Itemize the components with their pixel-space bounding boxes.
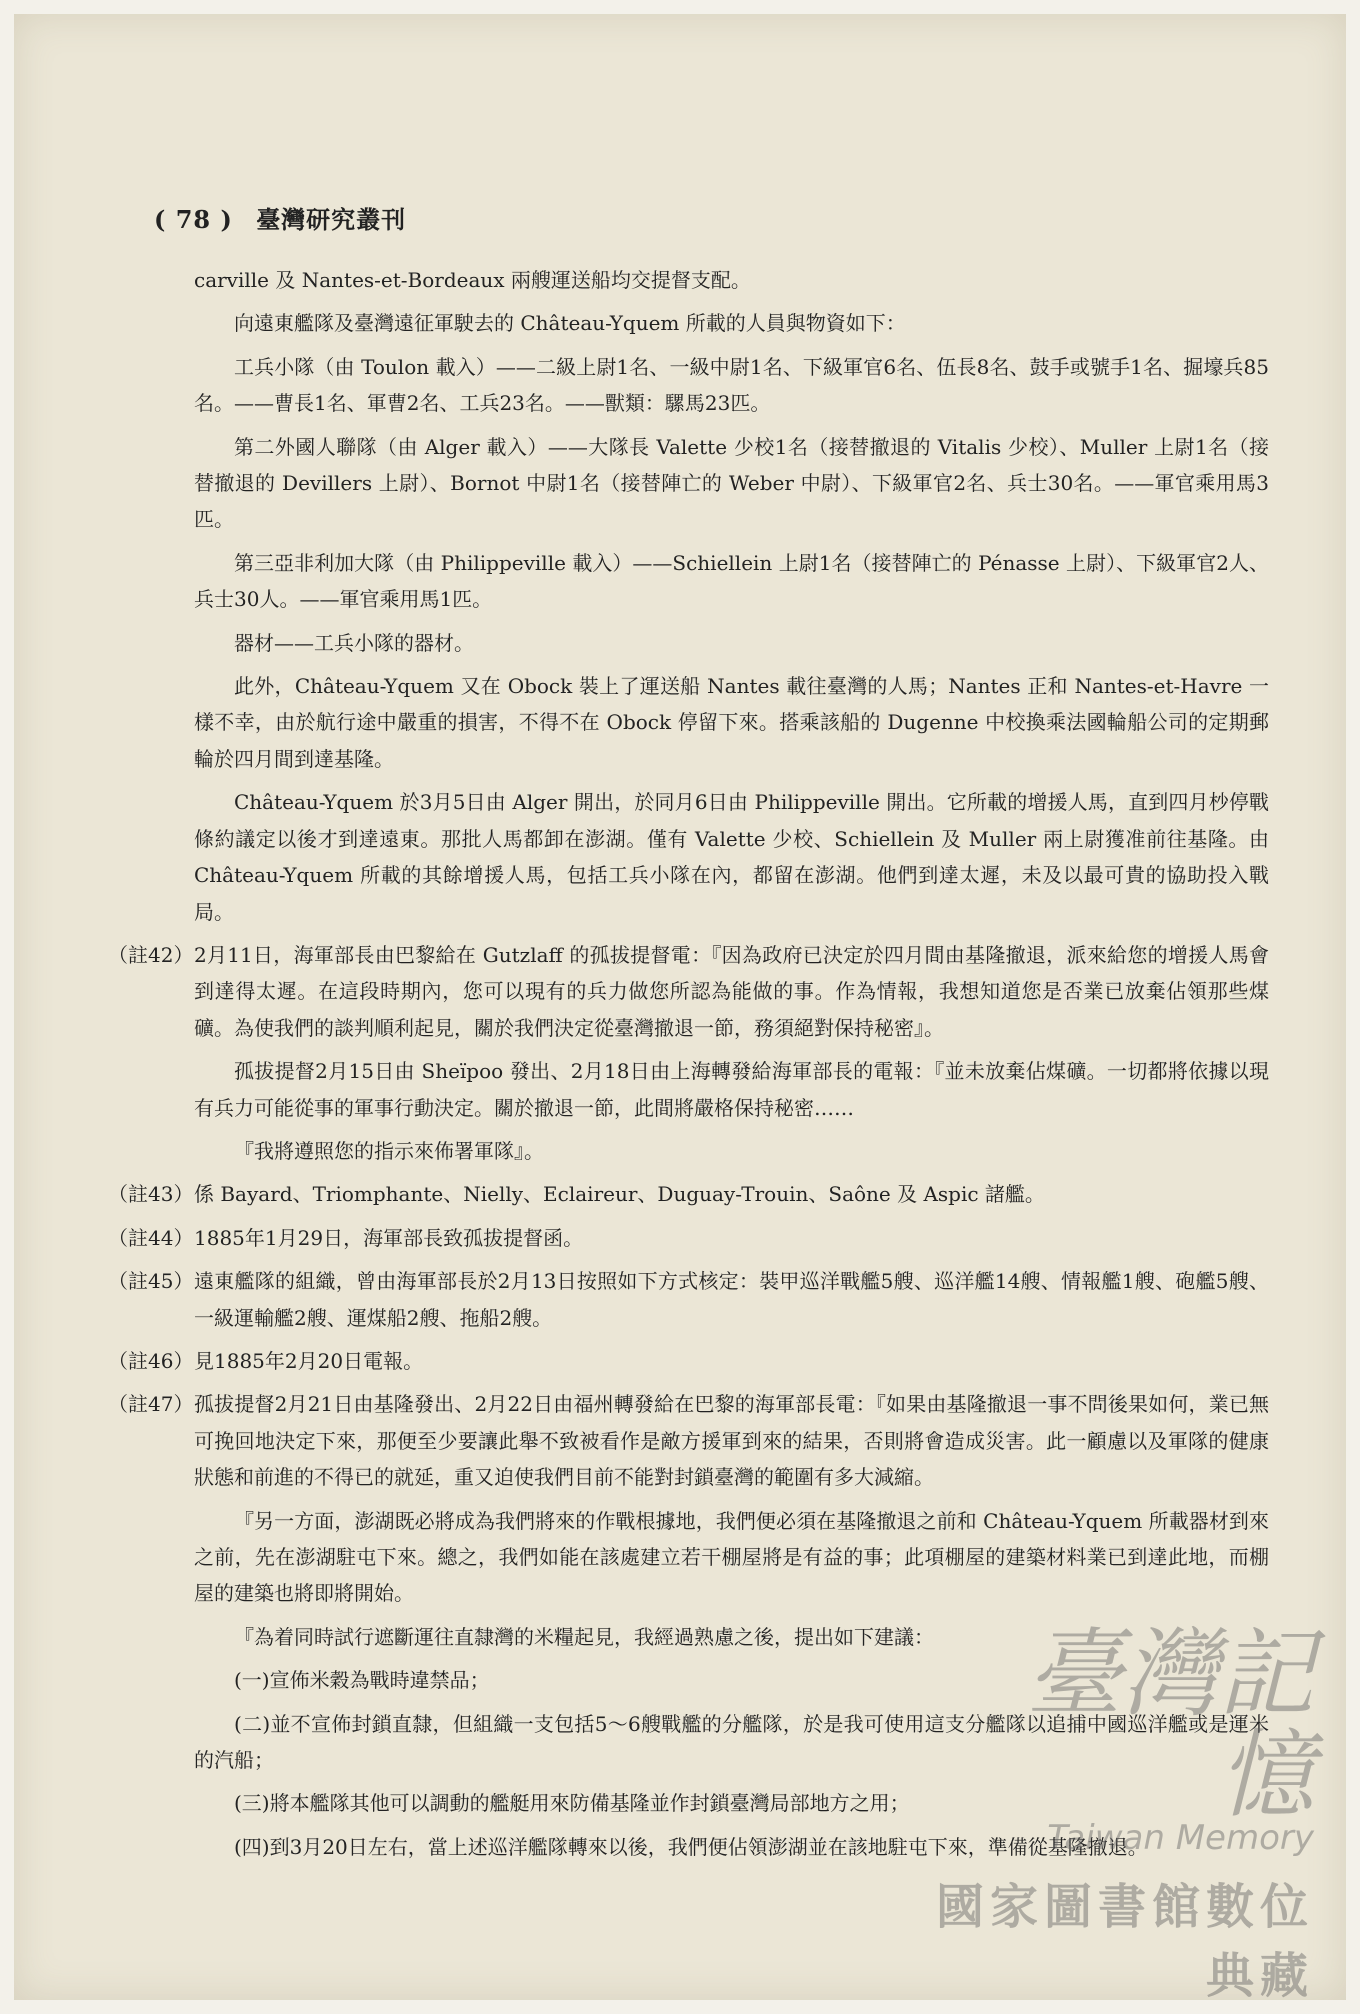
watermark-caption: 國家圖書館數位典藏 <box>935 1878 1314 2004</box>
page-header <box>154 200 406 235</box>
paragraph: 第三亞非利加大隊（由 Philippeville 載入）——Schiellein 上尉1名（接替陣亡的 Pénasse 上尉）、下級軍官2人、兵士30人。——軍官乘用馬1匹。 <box>194 550 1269 612</box>
paragraph: (一)宣佈米穀為戰時違禁品； <box>234 1668 490 1693</box>
footnote-marker: （註46） <box>108 1348 194 1373</box>
paragraph: Château-Yquem 於3月5日由 Alger 開出，於同月6日由 Philippeville 開出。它所載的增援人馬，直到四月杪停戰條約議定以後才到達遠東。那批人馬都卸在澎湖。僅有 Valette 少校、Schiellein 及 Muller 兩上尉獲准前往基隆。由 Château-Yquem 所載的其餘增援人馬，包括工兵小隊在內，都留在澎湖。他們到達太遲，未及以最可貴的協助投入戰局。 <box>194 790 1269 924</box>
footnote-marker: （註47） <box>108 1392 194 1417</box>
footnote-marker: （註44） <box>108 1225 194 1250</box>
paragraph: 向遠東艦隊及臺灣遠征軍駛去的 Château-Yquem 所載的人員與物資如下： <box>234 311 906 336</box>
footnote <box>108 1386 1269 1495</box>
paragraph: 『我將遵照您的指示來佈署軍隊』。 <box>234 1138 544 1163</box>
paragraph: carville 及 Nantes-et-Bordeaux 兩艘運送船均交提督支配。 <box>194 268 751 292</box>
journal-title: 臺灣研究叢刊 <box>256 205 407 234</box>
body-text <box>108 262 1269 1872</box>
footnote-marker: （註43） <box>108 1182 194 1207</box>
paragraph: 工兵小隊（由 Toulon 載入）——二級上尉1名、一級中尉1名、下級軍官6名、伍長8名、鼓手或號手1名、掘壕兵85名。——曹長1名、軍曹2名、工兵23名。——獸類：騾馬23匹。 <box>194 354 1269 416</box>
paragraph: 第二外國人聯隊（由 Alger 載入）——大隊長 Valette 少校1名（接替撤退的 Vitalis 少校）、Muller 上尉1名（接替撤退的 Devillers 上尉）、Bornot 中尉1名（接替陣亡的 Weber 中尉）、下級軍官2名、兵士30名。——軍官乘用馬3匹。 <box>194 434 1269 532</box>
watermark-subtitle: Taiwan Memory <box>1047 1817 1314 1858</box>
scanned-page <box>14 14 1346 2004</box>
paragraph: 『另一方面，澎湖既必將成為我們將來的作戰根據地，我們便必須在基隆撤退之前和 Château-Yquem 所載器材到來之前，先在澎湖駐屯下來。總之，我們如能在該處建立若干棚屋將是有益的事；此項棚屋的建築材料業已到達此地，而棚屋的建築也將即將開始。 <box>194 1508 1269 1606</box>
footnote <box>108 1343 1269 1379</box>
footnote-text: 遠東艦隊的組織，曾由海軍部長於2月13日按照如下方式核定：裝甲巡洋戰艦5艘、巡洋艦14艘、情報艦1艘、砲艦5艘、一級運輸艦2艘、運煤船2艘、拖船2艘。 <box>194 1269 1269 1330</box>
paragraph: 此外，Château-Yquem 又在 Obock 裝上了運送船 Nantes 載往臺灣的人馬；Nantes 正和 Nantes-et-Havre 一樣不幸，由於航行途中嚴重的損害，不得不在 Obock 停留下來。搭乘該船的 Dugenne 中校換乘法國輪船公司的定期郵輪於四月間到達基隆。 <box>194 674 1269 771</box>
paragraph: (四)到3月20日左右，當上述巡洋艦隊轉來以後，我們便佔領澎湖並在該地駐屯下來，準備從基隆撤退。 <box>234 1834 1148 1859</box>
footnote-text: 1885年1月29日，海軍部長致孤拔提督函。 <box>194 1225 584 1250</box>
footnote-text: 係 Bayard、Triomphante、Nielly、Eclaireur、Duguay-Trouin、Saône 及 Aspic 諸艦。 <box>194 1182 1045 1207</box>
paragraph: (二)並不宣佈封鎖直隸，但組織一支包括5～6艘戰艦的分艦隊，於是我可使用這支分艦隊以追捕中國巡洋艦或是運米的汽船； <box>194 1711 1269 1773</box>
footnote <box>108 937 1269 1046</box>
footnote <box>108 1220 1269 1256</box>
footnote-marker: （註42） <box>108 942 194 967</box>
page-number: ( 78 ) <box>154 205 233 234</box>
paragraph: 器材——工兵小隊的器材。 <box>234 630 474 655</box>
footnote-text: 見1885年2月20日電報。 <box>194 1348 424 1373</box>
footnote <box>108 1176 1269 1212</box>
footnote-text: 2月11日，海軍部長由巴黎給在 Gutzlaff 的孤拔提督電：『因為政府已決定於四月間由基隆撤退，派來給您的增援人馬會到達得太遲。在這段時期內，您可以現有的兵力做您所認為能做的事。作為情報，我想知道您是否業已放棄佔領那些煤礦。為使我們的談判順利起見，關於我們決定從臺灣撤退一節，務須絕對保持秘密』。 <box>194 942 1269 1040</box>
watermark-title: 臺灣記憶 <box>1026 1618 1314 1831</box>
footnote-text: 孤拔提督2月21日由基隆發出、2月22日由福州轉發給在巴黎的海軍部長電：『如果由基隆撤退一事不問後果如何，業已無可挽回地決定下來，那便至少要讓此舉不致被看作是敵方援軍到來的結果，否則將會造成災害。此一顧慮以及軍隊的健康狀態和前進的不得已的就延，重又迫使我們目前不能對封鎖臺灣的範圍有多大減縮。 <box>194 1392 1269 1490</box>
paragraph: 『為着同時試行遮斷運往直隸灣的米糧起見，我經過熟慮之後，提出如下建議： <box>234 1624 934 1649</box>
footnote <box>108 1263 1269 1336</box>
footnote-marker: （註45） <box>108 1269 194 1294</box>
paragraph: 孤拔提督2月15日由 Sheïpoo 發出、2月18日由上海轉發給海軍部長的電報：『並未放棄佔煤礦。一切都將依據以現有兵力可能從事的軍事行動決定。關於撤退一節，此間將嚴格保持秘密…… <box>194 1059 1269 1120</box>
paragraph: (三)將本艦隊其他可以調動的艦艇用來防備基隆並作封鎖臺灣局部地方之用； <box>234 1791 910 1816</box>
